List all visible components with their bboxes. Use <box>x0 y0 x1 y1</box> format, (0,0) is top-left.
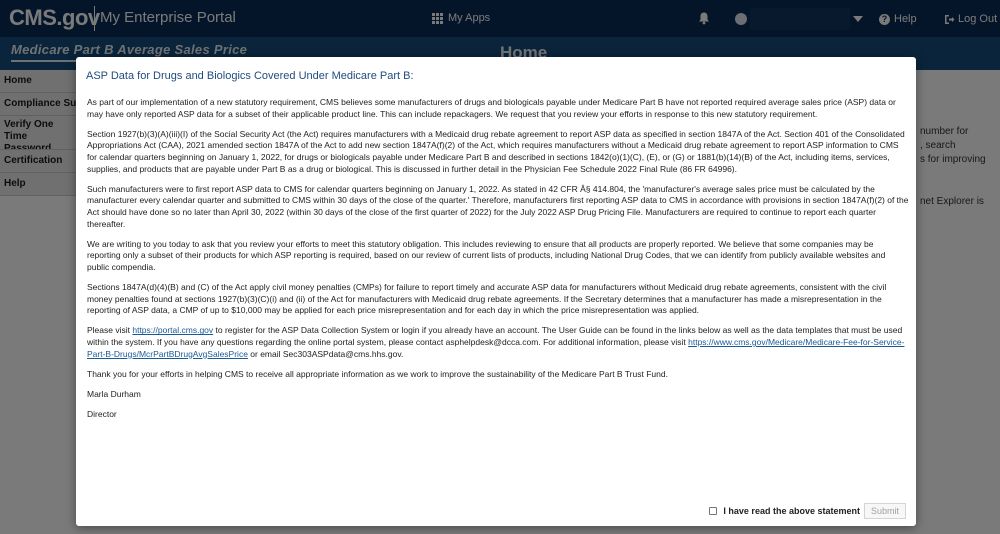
modal-body <box>87 97 909 429</box>
notice-paragraph: As part of our implementation of a new statutory requirement, CMS believes some manufacturers of drugs and biologicals payable under Medicare Part B have not reported required average sales price (ASP) data or may have only reported ASP data for a subset of their applicable product line. This can include repackagers. We request that you review your efforts in response to this new statutory requirement. <box>87 97 896 119</box>
modal-footer <box>709 503 906 519</box>
submit-button[interactable]: Submit <box>864 503 906 519</box>
acknowledge-checkbox[interactable] <box>709 507 717 515</box>
acknowledge-label[interactable]: I have read the above statement <box>723 506 860 516</box>
link-text-post: or email Sec303ASPdata@cms.hhs.gov. <box>247 348 404 359</box>
signer-title: Director <box>87 409 117 420</box>
link-text-mid: to register for the ASP Data Collection System or login if you already have an account. The User Guide can be found in the links below as well as the data templates that must be used within the system. If you have any questions regarding the online portal system, please contact asphelpdesk@dcca.com. For additional information, please visit <box>87 325 903 348</box>
asp-notice-modal <box>76 57 916 526</box>
notice-paragraph: Thank you for your efforts in helping CMS to receive all appropriate information as we work to improve the sustainability of the Medicare Part B Trust Fund. <box>87 368 668 379</box>
portal-link[interactable]: https://portal.cms.gov <box>132 325 214 336</box>
link-text-pre: Please visit <box>87 325 133 336</box>
notice-paragraph-links <box>87 325 909 360</box>
notice-paragraph: Sections 1847A(d)(4)(B) and (C) of the Act apply civil money penalties (CMPs) for failure to report timely and accurate ASP data for manufacturers without Medicaid drug rebate agreements, consistent with the civil money penalties found at sections 1927(b)(3)(C)(i) and (ii) of the Act for manufacturers with Medicaid drug rebate agreements. If the Secretary determines that a manufacturer has made a misrepresentation in the reporting of ASP data, a CMP of up to $10,000 may be applied for each price misrepresentation and for each day in which the price misrepresentation was applied. <box>87 282 887 316</box>
signer-name: Marla Durham <box>87 389 141 400</box>
notice-paragraph: Such manufacturers were to first report ASP data to CMS for calendar quarters beginning on January 1, 2022. As stated in 42 CFR Â§ 414.804, the 'manufacturer's average sales price must be calculated by the manufacturer every calendar quarter and submitted to CMS within 30 days of the close of the quarter.' Therefore, manufacturers first reporting ASP data to CMS in accordance with provisions in section 1847A(f)(2) of the Act should have done so no later than April 30, 2022 (within 30 days of the close of the first quarter of 2022) for the July 2022 ASP Drug Pricing File. Manufacturers are required to continue to report each quarter thereafter. <box>87 183 909 229</box>
notice-paragraph: We are writing to you today to ask that you review your efforts to meet this statutory obligation. This includes reviewing to ensure that all products are properly reported. We believe that some companies may be reporting only a subset of their products for which ASP reporting is required, based on our review of current lists of products, including National Drug Codes, that we can identify from publicly available websites and public compendia. <box>87 238 886 272</box>
modal-title: ASP Data for Drugs and Biologics Covered Under Medicare Part B: <box>86 70 414 82</box>
cms-asp-link[interactable]: https://www.cms.gov/Medicare/Medicare-Fee-for-Service-Part-B-Drugs/McrPartBDrugAvgSalesPrice <box>87 337 905 359</box>
notice-paragraph: Section 1927(b)(3)(A)(iii)(I) of the Social Security Act (the Act) requires manufacturers with a Medicaid drug rebate agreement to report ASP data as specified in section 1847A of the Act. Section 401 of the Consolidated Appropriations Act (CAA), 2021 amended section 1847A of the Act to add new section 1847A(f)(2) of the Act, which requires manufacturers without a Medicaid drug rebate agreement to report ASP information to CMS for calendar quarters beginning on January 1, 2022, for drugs or biologicals payable under Medicare Part B and described in sections 1842(o)(1)(C), (E), or (G) or 1881(b)(14)(B) of the Act, including items, services, supplies, and products that are payable under Part B as a drug or biological. This is discussed in further detail in the Physician Fee Schedule 2022 Final Rule (86 FR 64996). <box>87 128 905 174</box>
